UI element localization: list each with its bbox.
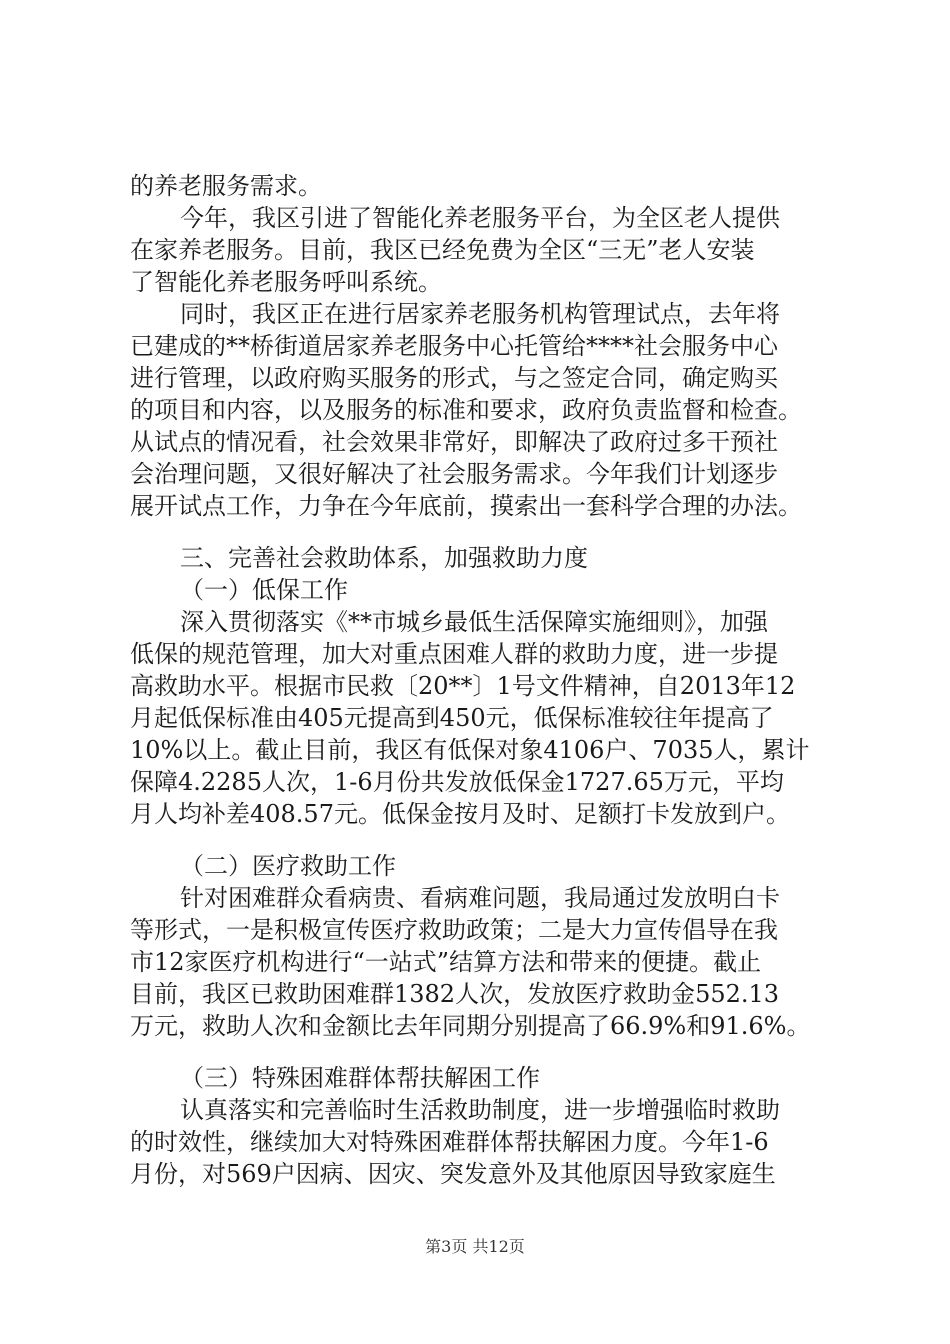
text-line: 在家养老服务。目前，我区已经免费为全区“三无”老人安装	[130, 236, 755, 264]
text-line: 的时效性，继续加大对特殊困难群体帮扶解困力度。今年1-6	[130, 1128, 769, 1156]
text-line: 深入贯彻落实《**市城乡最低生活保障实施细则》，加强	[180, 608, 768, 636]
document-body	[130, 170, 830, 1190]
text-line: 目前，我区已救助困难群1382人次，发放医疗救助金552.13	[130, 980, 780, 1008]
text-line: 月人均补差408.57元。低保金按月及时、足额打卡发放到户。	[130, 800, 790, 828]
text-line: 已建成的**桥街道居家养老服务中心托管给****社会服务中心	[130, 332, 778, 360]
text-line: 月起低保标准由405元提高到450元，低保标准较往年提高了	[130, 704, 774, 732]
subsection-heading: （二）医疗救助工作	[180, 852, 396, 880]
text-line: 月份，对569户因病、因灾、突发意外及其他原因导致家庭生	[130, 1160, 776, 1188]
text-line: 保障4.2285人次，1-6月份共发放低保金1727.65万元，平均	[130, 768, 784, 796]
text-line: 高救助水平。根据市民救〔20**〕1号文件精神，自2013年12	[130, 672, 796, 700]
subsection-heading: （三）特殊困难群体帮扶解困工作	[180, 1064, 540, 1092]
text-line: 会治理问题，又很好解决了社会服务需求。今年我们计划逐步	[130, 460, 778, 488]
text-line: 低保的规范管理，加大对重点困难人群的救助力度，进一步提	[130, 640, 778, 668]
text-line: 市12家医疗机构进行“一站式”结算方法和带来的便捷。截止	[130, 948, 762, 976]
section-heading: 三、完善社会救助体系，加强救助力度	[180, 544, 588, 572]
text-line: 针对困难群众看病贵、看病难问题，我局通过发放明白卡	[180, 884, 780, 912]
text-line: 10%以上。截止目前，我区有低保对象4106户、7035人，累计	[130, 736, 810, 764]
text-line: 认真落实和完善临时生活救助制度，进一步增强临时救助	[180, 1096, 780, 1124]
text-line: 等形式，一是积极宣传医疗救助政策；二是大力宣传倡导在我	[130, 916, 778, 944]
text-line: 进行管理，以政府购买服务的形式，与之签定合同，确定购买	[130, 364, 778, 392]
text-line: 同时，我区正在进行居家养老服务机构管理试点，去年将	[180, 300, 780, 328]
text-line: 万元，救助人次和金额比去年同期分别提高了66.9%和91.6%。	[130, 1012, 811, 1040]
text-line: 从试点的情况看，社会效果非常好，即解决了政府过多干预社	[130, 428, 778, 456]
subsection-heading: （一）低保工作	[180, 576, 348, 604]
text-line: 的项目和内容，以及服务的标准和要求，政府负责监督和检查。	[130, 396, 802, 424]
text-line: 的养老服务需求。	[130, 172, 322, 200]
text-line: 今年，我区引进了智能化养老服务平台，为全区老人提供	[180, 204, 780, 232]
text-line: 了智能化养老服务呼叫系统。	[130, 268, 442, 296]
text-line: 展开试点工作，力争在今年底前，摸索出一套科学合理的办法。	[130, 492, 802, 520]
page-number: 第3页 共12页	[425, 1237, 525, 1256]
